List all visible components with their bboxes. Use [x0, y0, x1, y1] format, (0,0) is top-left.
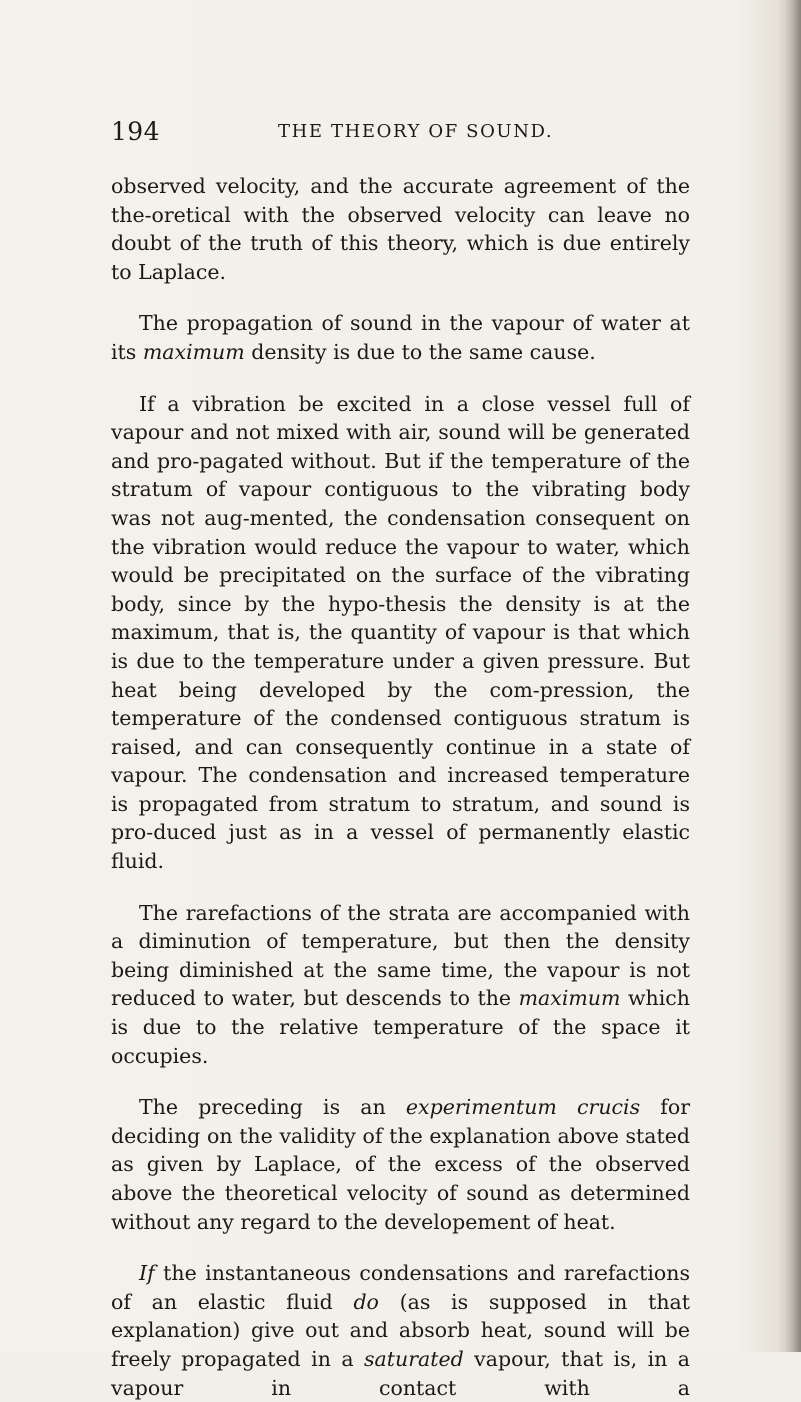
page-number: 194	[111, 117, 160, 146]
page-edge-shadow	[785, 0, 801, 1352]
body-text	[111, 172, 690, 1402]
paragraph-3	[111, 390, 690, 876]
paragraph-2	[111, 309, 690, 366]
paragraph-6-text-1: the instantaneous condensations and rarefactions of an elastic fluid	[111, 1261, 690, 1314]
paragraph-2-italic: maximum	[142, 339, 245, 364]
running-head: THE THEORY OF SOUND.	[278, 121, 554, 142]
paragraph-5-italic: experimentum crucis	[405, 1095, 641, 1120]
paragraph-4	[111, 899, 690, 1071]
paragraph-4-italic: maximum	[518, 986, 621, 1011]
page-header	[111, 117, 690, 149]
paragraph-6	[111, 1259, 690, 1402]
paragraph-2-text-before: The propagation of sound in the vapour of water at its	[111, 311, 690, 364]
paragraph-4-text-after: which is due to the relative temperature of the space it occupies.	[111, 986, 690, 1068]
paragraph-6-text-2: (as is supposed in that explanation) give out and absorb heat, sound will be freely propagated in a	[111, 1289, 690, 1371]
paragraph-6-text-end: vapour, that is, in a vapour in contact with a	[111, 1346, 690, 1400]
paragraph-5-text-after: for deciding on the validity of the explanation above stated as given by Laplace, of the excess of the observed above the theoretical velocity of sound as determined without any regard to the developement of heat.	[111, 1095, 691, 1234]
paragraph-1	[111, 172, 690, 286]
paragraph-1-text: observed velocity, and the accurate agreement of the the-oretical with the observed velocity can leave no doubt of the truth of this theory, which is due entirely to Laplace.	[111, 174, 690, 284]
paragraph-6-italic-3: saturated	[364, 1346, 464, 1371]
paragraph-2-text-after: density is due to the same cause.	[244, 339, 596, 364]
paragraph-6-italic-2: do	[353, 1289, 379, 1314]
paragraph-6-italic-1: If	[139, 1261, 155, 1286]
paragraph-4-text-before: The rarefactions of the strata are accompanied with a diminution of temperature, but then the density being diminished at the same time, the vapour is not reduced to water, but descends to the	[111, 900, 690, 1011]
paragraph-3-text: If a vibration be excited in a close vessel full of vapour and not mixed with air, sound will be generated and pro-pagated without. But if the temperature of the stratum of vapour contiguous to the vibrating body was not aug-mented, the condensation consequent on the vibration would reduce the vapour to water, which would be precipitated on the surface of the vibrating body, since by the hypo-thesis the density is at the maximum, that is, the quantity of vapour is that which is due to the temperature under a given pressure. But heat being developed by the com-pression, the temperature of the condensed contiguous stratum is raised, and can consequently continue in a state of vapour. The condensation and increased temperature is propagated from stratum to stratum, and sound is pro-duced just as in a vessel of permanently elastic fluid.	[111, 391, 690, 874]
paragraph-5-text-before: The preceding is an	[139, 1095, 406, 1120]
paragraph-5	[111, 1093, 690, 1236]
